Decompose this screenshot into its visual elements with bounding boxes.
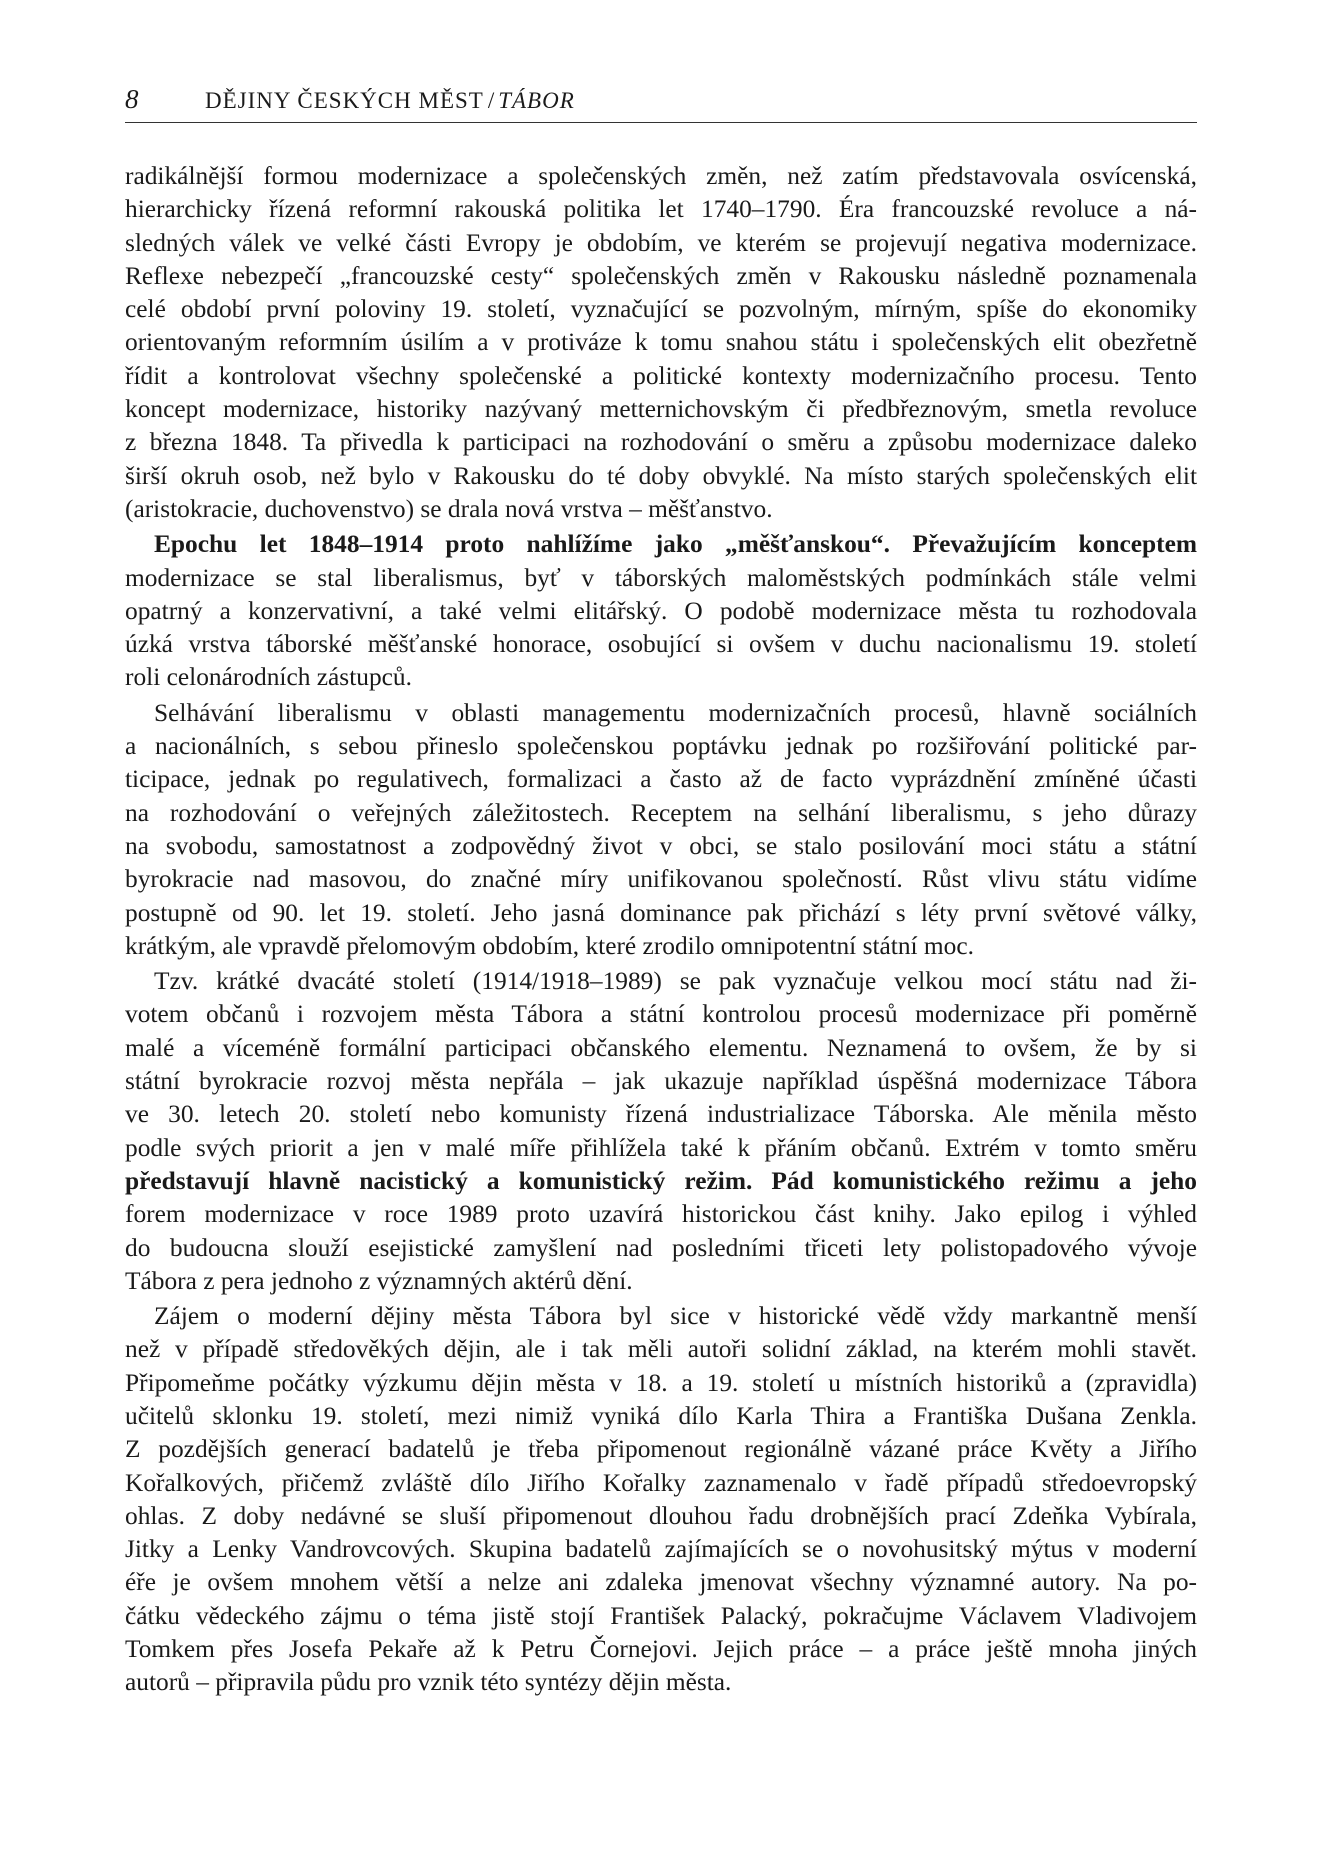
text-line: na svobodu, samostatnost a zodpovědný život v obci, se stalo posilování moci státu a státní [125,831,1197,860]
text-line: na rozhodování o veřejných záležitostech. Receptem na selhání liberalismu, s jeho důrazy [125,798,1197,827]
text-line: Tomkem přes Josefa Pekaře až k Petru Čornejovi. Jejich práce – a práce ještě mnoha jiných [125,1635,1197,1664]
text-line: Jitky a Lenky Vandrovcových. Skupina badatelů zajímajících se o novohusitský mýtus v moderní [125,1535,1197,1564]
text-line: (aristokracie, duchovenstvo) se drala nová vrstva – měšťanstvo. [125,494,773,523]
text-line: modernizace se stal liberalismus, byť v táborských maloměstských podmínkách stále velmi [125,563,1197,592]
paragraph [125,160,1197,526]
text-line: ticipace, jednak po regulativech, formalizaci a často až de facto vyprázdnění zmíněné účasti [125,765,1197,794]
text-line: opatrný a konzervativní, a také velmi elitářský. O podobě modernizace města tu rozhodovala [125,596,1197,625]
text-line: Epochu let 1848–1914 proto nahlížíme jako „měšťanskou“. Převažujícím konceptem [154,530,1197,559]
text-line: do budoucna slouží esejistické zamyšlení nad posledními třiceti lety polistopadového vývoje [125,1233,1197,1262]
text-line: širší okruh osob, než bylo v Rakousku do té doby obvyklé. Na místo starých společenských elit [125,461,1197,490]
text-line: koncept modernizace, historiky nazývaný metternichovským či předbřeznovým, smetla revoluce [125,395,1197,424]
text-line: a nacionálních, s sebou přineslo společenskou poptávku jednak po rozšiřování politické par- [125,732,1197,761]
paragraph [125,1300,1197,1700]
text-line: Selhávání liberalismu v oblasti managementu modernizačních procesů, hlavně sociálních [154,698,1197,727]
paragraph [125,528,1197,694]
text-line: votem občanů i rozvojem města Tábora a státní kontrolou procesů modernizace při poměrně [125,1000,1197,1029]
text-line: Tábora z pera jednoho z významných aktérů dění. [125,1266,633,1295]
text-line: Reflexe nebezpečí „francouzské cesty“ společenských změn v Rakousku následně poznamenala [125,261,1197,290]
text-line: sledných válek ve velké části Evropy je obdobím, ve kterém se projevují negativa modernizace. [125,228,1197,257]
text-line: Zájem o moderní dějiny města Tábora byl sice v historické vědě vždy markantně menší [154,1302,1197,1331]
paragraph [125,965,1197,1298]
text-line: představují hlavně nacistický a komunistický režim. Pád komunistického režimu a jeho [125,1166,1197,1195]
header-separator: / [487,88,495,113]
book-volume-title: TÁBOR [498,88,575,113]
text-line: éře je ovšem mnohem větší a nelze ani zdaleka jmenovat všechny významné autory. Na po- [125,1568,1197,1597]
text-line: Připomeňme počátky výzkumu dějin města v 18. a 19. století u místních historiků a (zpravidla) [125,1368,1197,1397]
text-line: úzká vrstva táborské měšťanské honorace, osobující si ovšem v duchu nacionalismu 19. století [125,630,1197,659]
page-number: 8 [125,84,139,114]
text-line: roli celonárodních zástupců. [125,663,412,692]
body-text [125,160,1197,1702]
text-line: ve 30. letech 20. století nebo komunisty řízená industrializace Táborska. Ale měnila město [125,1100,1197,1129]
text-line: Z pozdějších generací badatelů je třeba připomenout regionálně vázané práce Květy a Jiřího [125,1435,1197,1464]
text-line: krátkým, ale vpravdě přelomovým obdobím, které zrodilo omnipotentní státní moc. [125,931,974,960]
text-line: Tzv. krátké dvacáté století (1914/1918–1989) se pak vyznačuje velkou mocí státu nad ži- [154,967,1197,996]
text-line: radikálnější formou modernizace a společenských změn, než zatím představovala osvícenská, [125,162,1197,190]
text-line: čátku vědeckého zájmu o téma jistě stojí František Palacký, pokračujme Václavem Vladivojem [125,1601,1197,1630]
paragraph [125,697,1197,963]
text-line: ohlas. Z doby nedávné se sluší připomenout dlouhou řadu drobnějších prací Zdeňka Vybírala, [125,1501,1197,1530]
book-series-title: DĚJINY ČESKÝCH MĚST [205,88,484,113]
text-line: forem modernizace v roce 1989 proto uzavírá historickou část knihy. Jako epilog i výhled [125,1200,1197,1229]
text-line: podle svých priorit a jen v malé míře přihlížela také k přáním občanů. Extrém v tomto směru [125,1133,1197,1162]
text-line: hierarchicky řízená reformní rakouská politika let 1740–1790. Éra francouzské revoluce a ná- [125,195,1197,224]
text-line: orientovaným reformním úsilím a v protiváze k tomu snahou státu i společenských elit obezřetně [125,328,1197,357]
running-header [125,84,1197,123]
text-line: učitelů sklonku 19. století, mezi nimiž vyniká dílo Karla Thira a Františka Dušana Zenkla. [125,1401,1197,1430]
text-line: celé období první poloviny 19. století, vyznačující se pozvolným, mírným, spíše do ekonomiky [125,295,1197,324]
text-line: státní byrokracie rozvoj města nepřála – jak ukazuje například úspěšná modernizace Tábora [125,1067,1197,1096]
text-line: byrokracie nad masovou, do značné míry unifikovanou společností. Růst vlivu státu vidíme [125,865,1197,894]
text-line: malé a víceméně formální participaci občanského elementu. Neznamená to ovšem, že by si [125,1033,1197,1062]
text-line: než v případě středověkých dějin, ale i tak měli autoři solidní základ, na kterém mohli stavět. [125,1335,1197,1364]
text-line: postupně od 90. let 19. století. Jeho jasná dominance pak přichází s léty první světové války, [125,898,1197,927]
text-line: Kořalkových, přičemž zvláště dílo Jiřího Kořalky zaznamenalo v řadě případů středoevropský [125,1468,1197,1497]
text-line: z března 1848. Ta přivedla k participaci na rozhodování o směru a způsobu modernizace daleko [125,428,1197,457]
text-line: autorů – připravila půdu pro vznik této syntézy dějin města. [125,1668,732,1697]
text-line: řídit a kontrolovat všechny společenské a politické kontexty modernizačního procesu. Tento [125,361,1197,390]
